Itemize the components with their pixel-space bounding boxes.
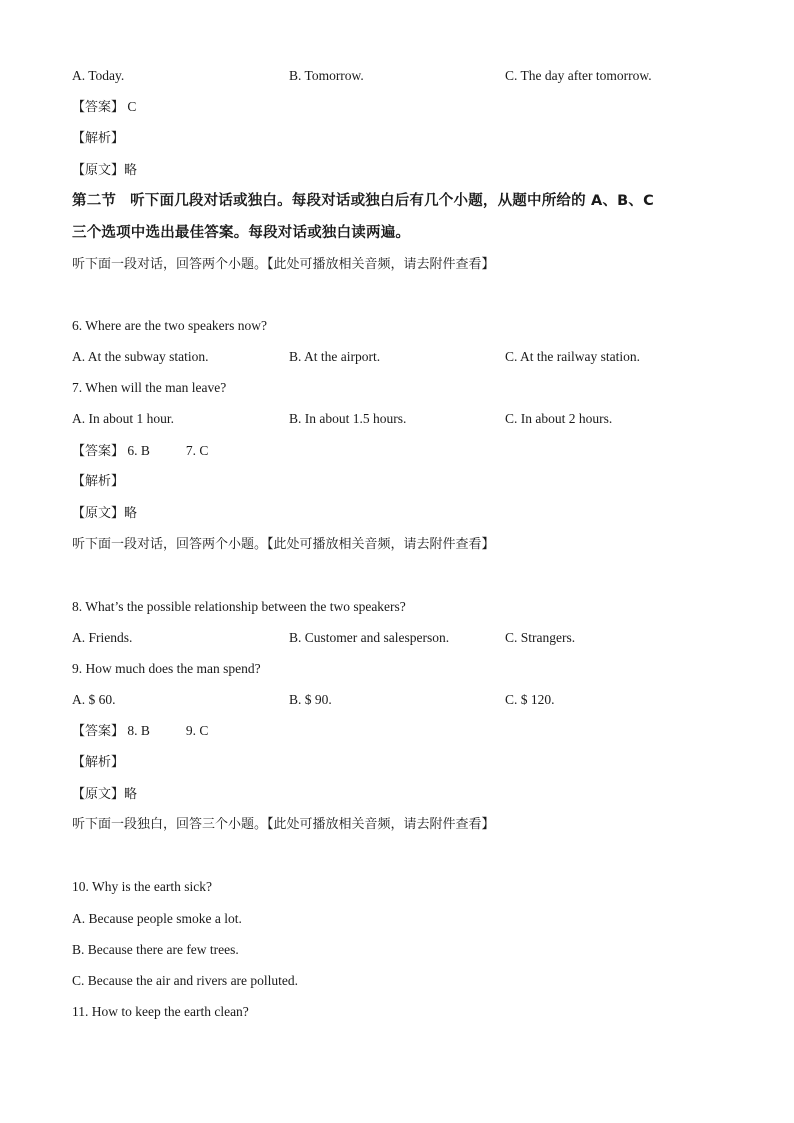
original-text-label: 【原文】 (72, 506, 125, 521)
q10-option-b: B. Because there are few trees. (72, 942, 239, 957)
q5-option-c: C. The day after tomorrow. (505, 68, 652, 83)
listening-prompt-3: 听下面一段独白，回答三个小题。【此处可播放相关音频，请去附件查看】 (72, 817, 495, 832)
q7-answer-value: 7. C (185, 443, 209, 458)
q7-question: 7. When will the man leave? (72, 380, 227, 395)
q5-option-a: A. Today. (72, 68, 125, 83)
q9-option-a: A. $ 60. (72, 692, 116, 707)
answer-label: 【答案】 (72, 724, 125, 739)
answer-label: 【答案】 (72, 444, 125, 459)
q6-option-c: C. At the railway station. (505, 349, 640, 364)
q8-9-answer (72, 722, 208, 741)
q5-option-b: B. Tomorrow. (289, 68, 364, 83)
q6-option-a: A. At the subway station. (72, 349, 209, 364)
q6-7-original-text (72, 504, 137, 523)
q9-question: 9. How much does the man spend? (72, 661, 261, 676)
q8-option-a: A. Friends. (72, 630, 133, 645)
q8-answer-value: 8. B (127, 723, 150, 738)
q8-option-b: B. Customer and salesperson. (289, 630, 450, 645)
section2-instructions-1: 听下面几段对话或独白。每段对话或独白后有几个小题，从题中所给的 A、B、C (130, 193, 654, 209)
q6-answer-value: 6. B (127, 443, 150, 458)
q10-option-c: C. Because the air and rivers are polluted. (72, 973, 299, 988)
answer-label: 【答案】 (72, 100, 125, 115)
original-text-label: 【原文】 (72, 163, 125, 178)
q5-analysis: 【解析】 (72, 131, 125, 146)
q6-7-original-value: 略 (124, 506, 138, 521)
q6-7-analysis: 【解析】 (72, 474, 125, 489)
original-text-label: 【原文】 (72, 787, 125, 802)
q7-option-a: A. In about 1 hour. (72, 411, 174, 426)
q8-9-original-value: 略 (124, 787, 138, 802)
q6-7-answer (72, 442, 208, 461)
listening-prompt-2: 听下面一段对话，回答两个小题。【此处可播放相关音频，请去附件查看】 (72, 537, 495, 552)
listening-prompt-1: 听下面一段对话，回答两个小题。【此处可播放相关音频，请去附件查看】 (72, 257, 495, 272)
q10-option-a: A. Because people smoke a lot. (72, 911, 242, 926)
q8-9-original-text (72, 785, 137, 804)
q6-question: 6. Where are the two speakers now? (72, 318, 268, 333)
q8-option-c: C. Strangers. (505, 630, 576, 645)
q5-answer-value: C (127, 99, 137, 114)
q7-option-c: C. In about 2 hours. (505, 411, 613, 426)
q9-option-b: B. $ 90. (289, 692, 332, 707)
q7-option-b: B. In about 1.5 hours. (289, 411, 407, 426)
q5-answer (72, 98, 136, 117)
q8-9-analysis: 【解析】 (72, 755, 125, 770)
section2-title: 第二节 (72, 193, 117, 209)
q5-original-text (72, 161, 137, 180)
q9-option-c: C. $ 120. (505, 692, 555, 707)
q8-question: 8. What’s the possible relationship between the two speakers? (72, 599, 406, 614)
section2-heading-line2: 三个选项中选出最佳答案。每段对话或独白读两遍。 (72, 225, 411, 241)
q5-original-value: 略 (124, 163, 138, 178)
q10-question: 10. Why is the earth sick? (72, 879, 212, 894)
q9-answer-value: 9. C (185, 723, 209, 738)
q11-question: 11. How to keep the earth clean? (72, 1004, 249, 1019)
section2-heading-line1 (72, 192, 654, 210)
q6-option-b: B. At the airport. (289, 349, 381, 364)
